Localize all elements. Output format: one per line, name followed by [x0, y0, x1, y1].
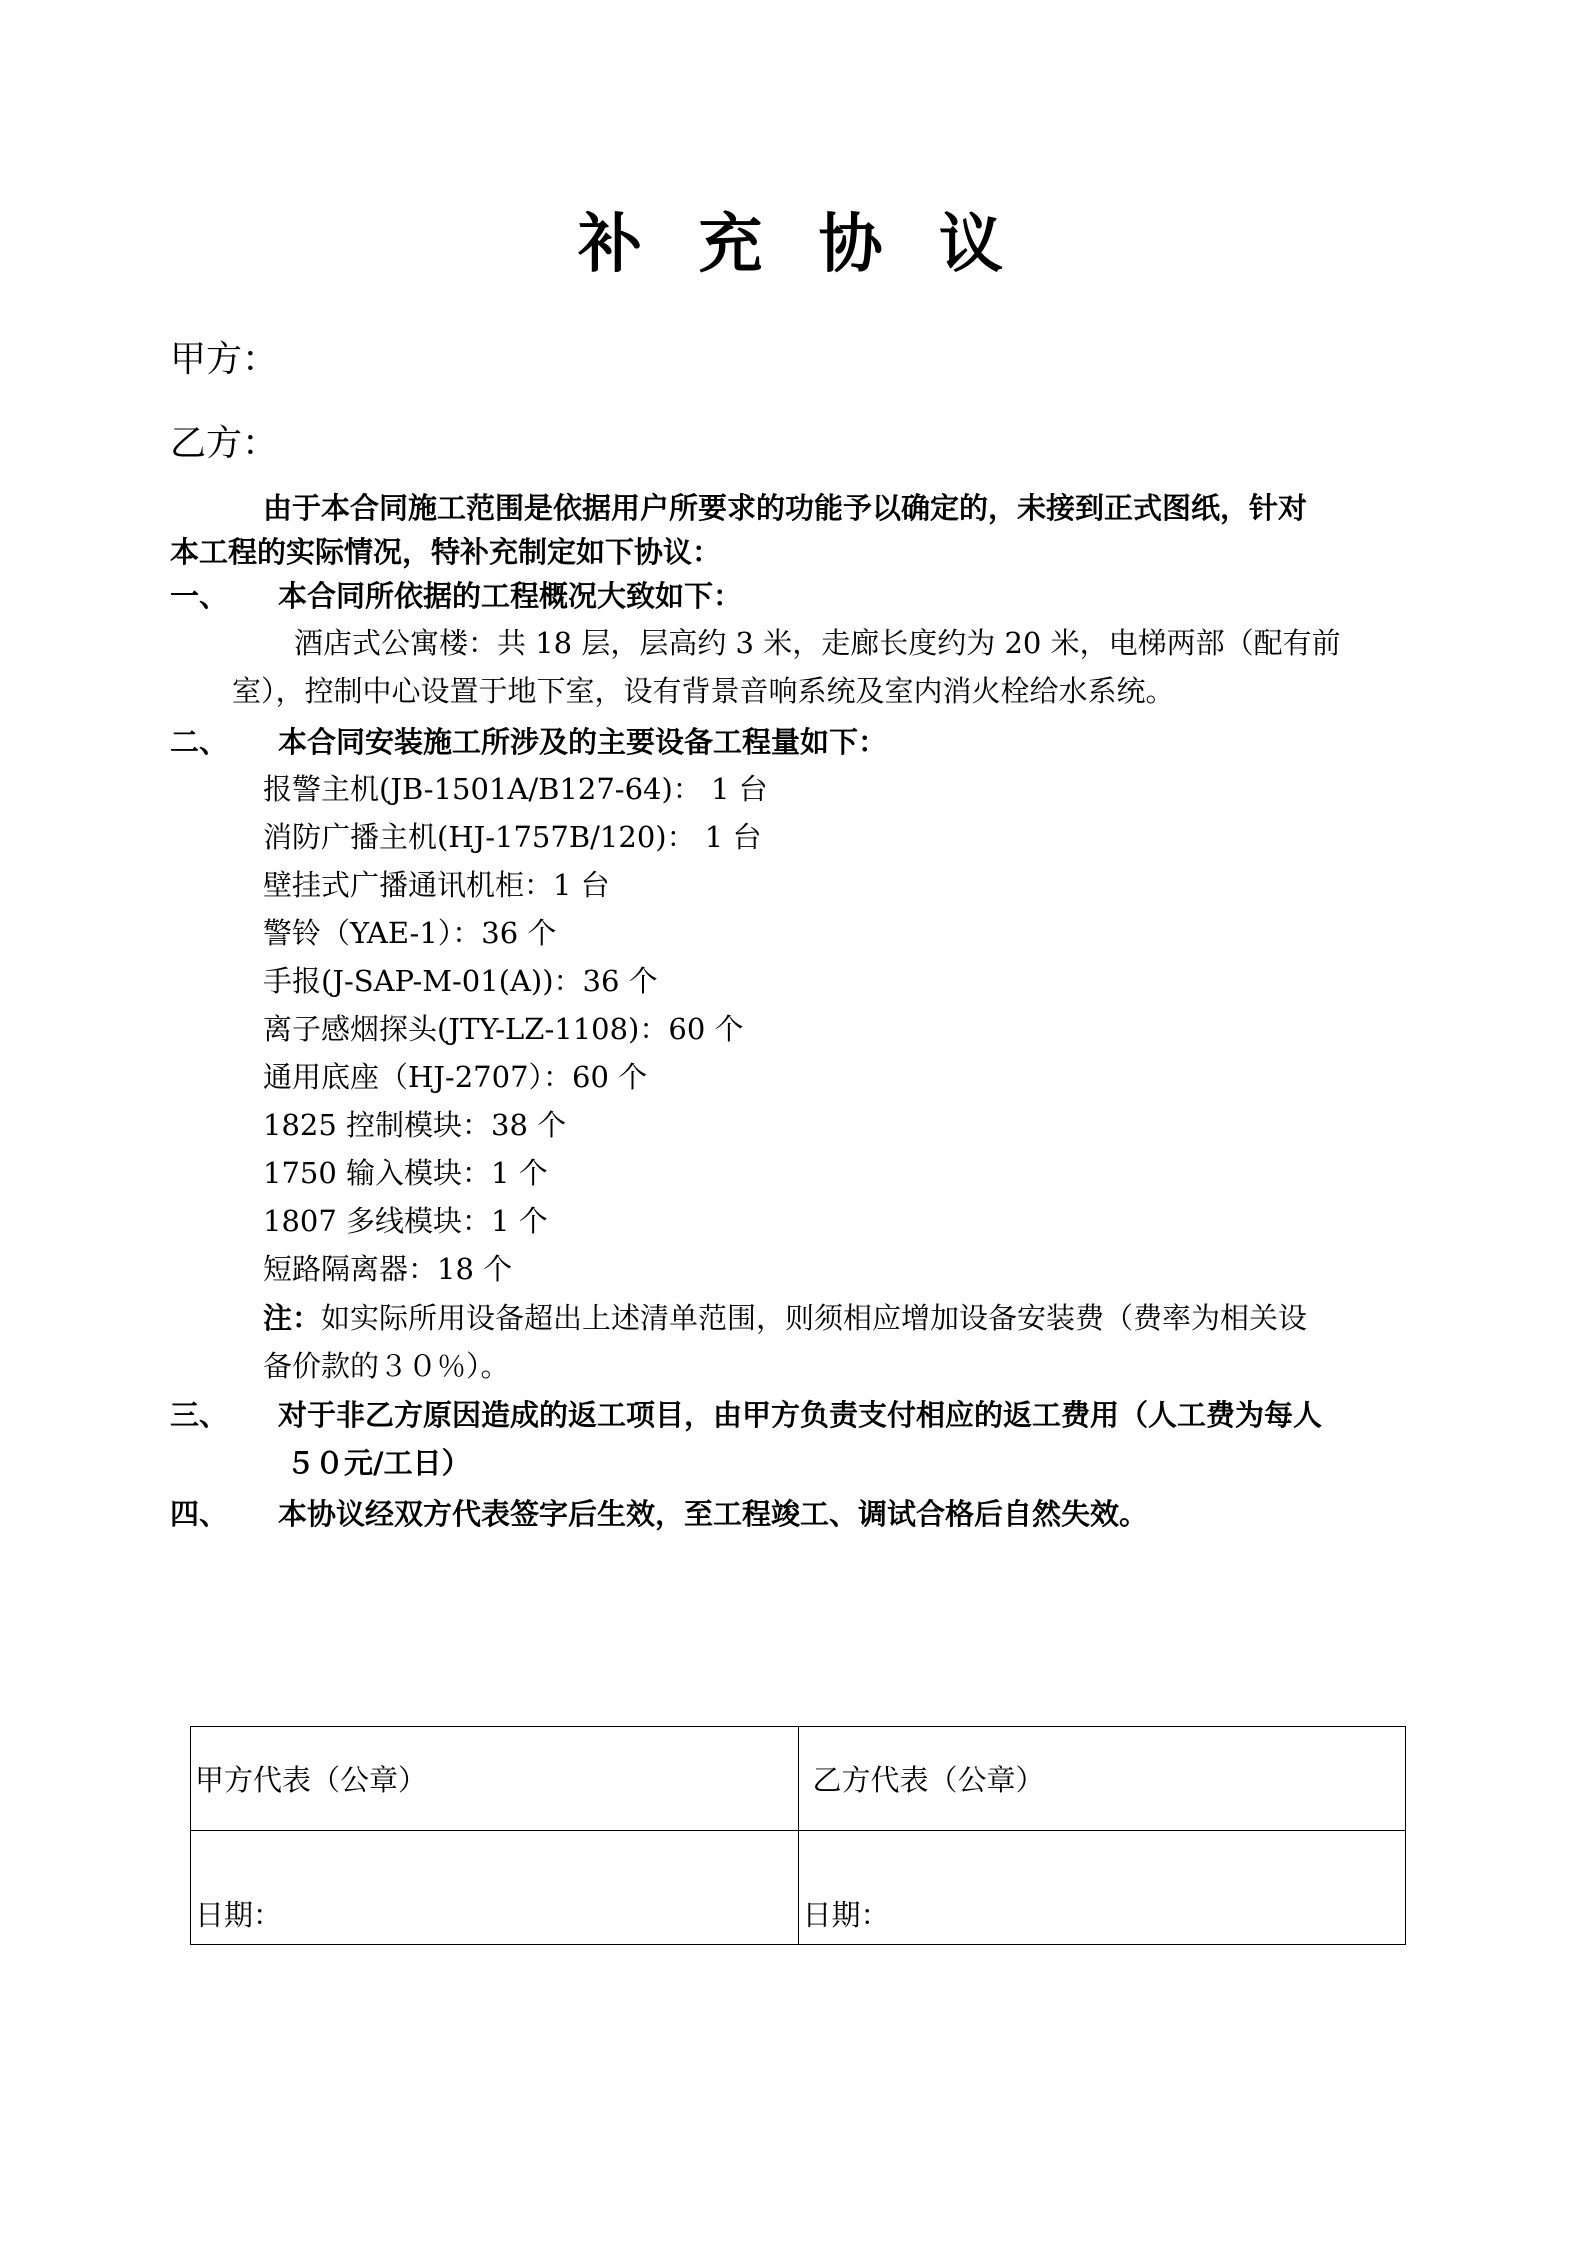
equipment-item: 报警主机(JB-1501A/B127-64)： 1 台: [263, 772, 768, 806]
party-a-rep-label: 甲方代表（公章）: [195, 1763, 428, 1797]
party-b-rep-label: 乙方代表（公章）: [812, 1763, 1045, 1797]
party-a-label: 甲方：: [170, 339, 279, 380]
date-a-cell: [191, 1831, 799, 1945]
section-4-number: 四、: [170, 1497, 229, 1531]
intro-line-2: 本工程的实际情况，特补充制定如下协议：: [170, 535, 722, 569]
note-label: 注：: [263, 1301, 322, 1335]
section-1-number: 一、: [170, 579, 229, 613]
intro-line-1: 由于本合同施工范围是依据用户所要求的功能予以确定的，未接到正式图纸，针对: [263, 491, 1308, 525]
note-line-1: 如实际所用设备超出上述清单范围，则须相应增加设备安装费（费率为相关设: [321, 1301, 1308, 1335]
date-b-cell: [798, 1831, 1406, 1945]
note-line-2: 备价款的３０％）。: [263, 1349, 510, 1383]
section-1-body-line-1: 酒店式公寓楼：共 18 层，层高约 3 米，走廊长度约为 20 米，电梯两部（配有前: [294, 626, 1341, 660]
document-title: 补 充 协 议: [578, 207, 1009, 282]
date-b-label: 日期：: [802, 1898, 890, 1932]
section-3-heading-line-1: 对于非乙方原因造成的返工项目，由甲方负责支付相应的返工费用（人工费为每人: [278, 1398, 1323, 1432]
section-3-heading-line-2: ５０元/工日）: [286, 1446, 471, 1480]
equipment-item: 离子感烟探头(JTY-LZ-1108)：60 个: [263, 1012, 744, 1046]
section-1-heading: 本合同所依据的工程概况大致如下：: [278, 579, 743, 613]
section-4-heading: 本协议经双方代表签字后生效，至工程竣工、调试合格后自然失效。: [278, 1497, 1149, 1531]
party-b-rep-cell: [798, 1727, 1406, 1831]
signature-table: [190, 1726, 1406, 1945]
equipment-item: 消防广播主机(HJ-1757B/120)： 1 台: [263, 820, 762, 854]
equipment-item: 1750 输入模块：1 个: [263, 1156, 548, 1190]
equipment-item: 壁挂式广播通讯机柜：1 台: [263, 868, 610, 902]
equipment-item: 1825 控制模块：38 个: [263, 1108, 567, 1142]
party-a-rep-cell: [191, 1727, 799, 1831]
section-3-number: 三、: [170, 1398, 229, 1432]
section-2-heading: 本合同安装施工所涉及的主要设备工程量如下：: [278, 725, 888, 759]
equipment-item: 手报(J-SAP-M-01(A))：36 个: [263, 964, 658, 998]
equipment-item: 警铃（YAE-1）：36 个: [263, 916, 557, 950]
equipment-item: 通用底座（HJ-2707）：60 个: [263, 1060, 648, 1094]
date-a-label: 日期：: [195, 1898, 283, 1932]
party-b-label: 乙方：: [170, 423, 279, 464]
equipment-item: 短路隔离器：18 个: [263, 1252, 513, 1286]
section-2-number: 二、: [170, 725, 229, 759]
section-1-body-line-2: 室），控制中心设置于地下室，设有背景音响系统及室内消火栓给水系统。: [232, 674, 1175, 708]
equipment-item: 1807 多线模块：1 个: [263, 1204, 548, 1238]
